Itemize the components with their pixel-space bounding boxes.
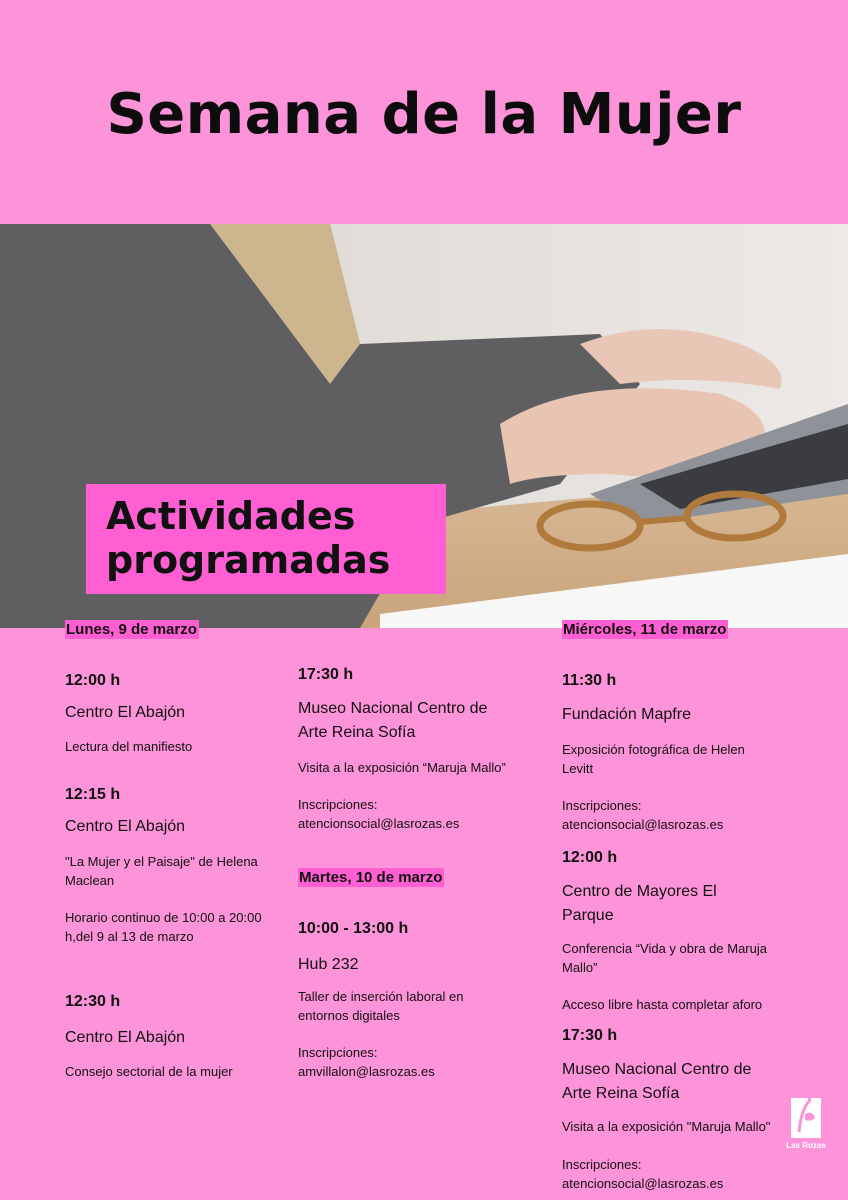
event-place: Hub 232 [298, 956, 359, 973]
event-label: Inscripciones: [562, 1157, 642, 1172]
event-label: Inscripciones: [298, 797, 378, 812]
event-email: atencionsocial@lasrozas.es [562, 1176, 724, 1191]
event-description: "La Mujer y el Paisaje" de Helena Maclean [65, 854, 258, 888]
event-time: 10:00 - 13:00 h [298, 920, 409, 937]
day-heading: Lunes, 9 de marzo [66, 621, 197, 638]
event-description: Taller de inserción laboral en entornos digitales [298, 989, 464, 1023]
event-time: 12:00 h [65, 672, 121, 689]
las-rozas-logo [786, 1092, 826, 1152]
logo-text: Las Rozas [786, 1141, 826, 1150]
event-access: Acceso libre hasta completar aforo [562, 997, 763, 1012]
event-place: Centro El Abajón [65, 818, 186, 835]
banner-line-1: Actividades [106, 494, 356, 538]
event-time: 12:30 h [65, 993, 121, 1010]
banner-line-2: programadas [106, 538, 391, 582]
event-description: Consejo sectorial de la mujer [65, 1064, 233, 1079]
event-place: Centro de Mayores El Parque [562, 883, 717, 924]
event-place: Museo Nacional Centro de Arte Reina Sofía [298, 700, 488, 741]
event-description: Visita a la exposición “Maruja Mallo” [298, 760, 506, 775]
event-place: Centro El Abajón [65, 1029, 186, 1046]
page-title: Semana de la Mujer [106, 82, 742, 147]
activities-banner [86, 484, 446, 594]
column-wednesday [562, 620, 802, 1191]
event-description: Visita a la exposición "Maruja Mallo" [562, 1119, 771, 1134]
event-time: 17:30 h [562, 1027, 618, 1044]
event-place: Centro El Abajón [65, 704, 186, 721]
event-description: Lectura del manifiesto [65, 739, 193, 754]
event-place: Fundación Mapfre [562, 706, 691, 723]
column-monday [65, 620, 285, 1079]
event-place: Museo Nacional Centro de Arte Reina Sofía [562, 1061, 752, 1102]
event-time: 12:00 h [562, 849, 618, 866]
event-schedule: Horario continuo de 10:00 a 20:00 h,del 9 al 13 de marzo [65, 910, 262, 944]
event-description: Exposición fotográfica de Helen Levitt [562, 742, 745, 776]
day-heading: Miércoles, 11 de marzo [563, 621, 727, 638]
event-time: 11:30 h [562, 672, 617, 689]
event-email: atencionsocial@lasrozas.es [298, 816, 460, 831]
day-heading: Martes, 10 de marzo [299, 869, 443, 886]
event-email: amvillalon@lasrozas.es [298, 1064, 435, 1079]
event-description: Conferencia “Vida y obra de Maruja Mallo” [562, 941, 767, 975]
event-time: 12:15 h [65, 786, 121, 803]
event-label: Inscripciones: [298, 1045, 378, 1060]
event-label: Inscripciones: [562, 798, 642, 813]
event-time: 17:30 h [298, 666, 354, 683]
event-email: atencionsocial@lasrozas.es [562, 817, 724, 832]
